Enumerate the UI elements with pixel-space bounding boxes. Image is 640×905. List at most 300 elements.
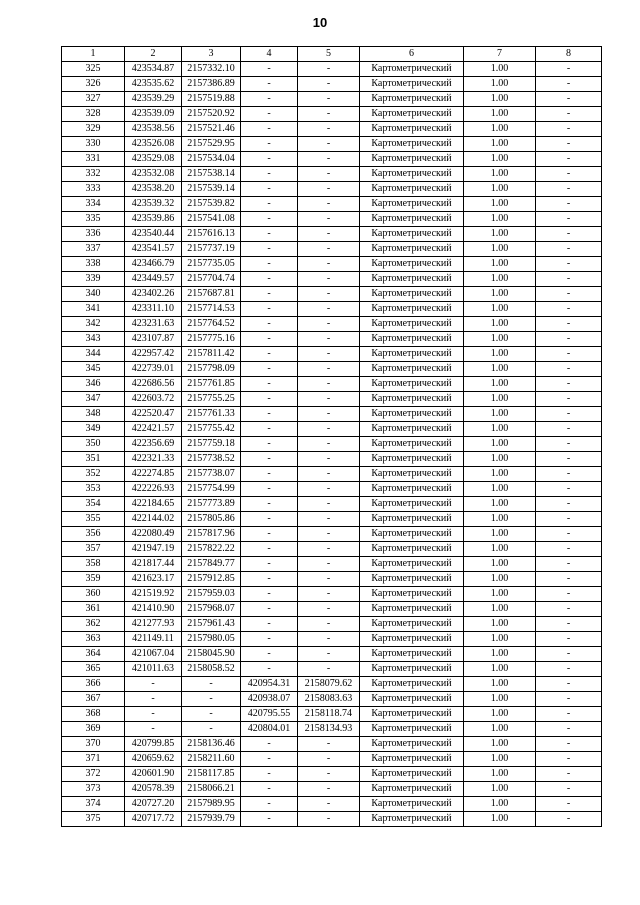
table-row — [62, 212, 602, 227]
method-cell: Картометрический — [360, 677, 464, 692]
description-cell: - — [536, 737, 602, 752]
x-coordinate-cell: 422184.65 — [125, 497, 182, 512]
description-cell: - — [536, 632, 602, 647]
description-cell: - — [536, 437, 602, 452]
y-coordinate-alt-cell: - — [298, 182, 360, 197]
table-row — [62, 347, 602, 362]
x-coordinate-cell: 423529.08 — [125, 152, 182, 167]
y-coordinate-cell: 2157822.22 — [182, 542, 241, 557]
x-coordinate-cell: 420717.72 — [125, 812, 182, 827]
table-row — [62, 467, 602, 482]
accuracy-cell: 1.00 — [464, 62, 536, 77]
y-coordinate-cell: 2157386.89 — [182, 77, 241, 92]
y-coordinate-cell: 2157805.86 — [182, 512, 241, 527]
accuracy-cell: 1.00 — [464, 347, 536, 362]
point-number-cell: 346 — [62, 377, 125, 392]
y-coordinate-cell: 2157521.46 — [182, 122, 241, 137]
y-coordinate-cell: 2157775.16 — [182, 332, 241, 347]
y-coordinate-alt-cell: - — [298, 737, 360, 752]
accuracy-cell: 1.00 — [464, 467, 536, 482]
point-number-cell: 334 — [62, 197, 125, 212]
y-coordinate-cell: - — [182, 677, 241, 692]
x-coordinate-cell: 422144.02 — [125, 512, 182, 527]
table-row — [62, 92, 602, 107]
x-coordinate-cell: 422957.42 — [125, 347, 182, 362]
table-row — [62, 512, 602, 527]
x-coordinate-alt-cell: - — [241, 797, 298, 812]
x-coordinate-alt-cell: - — [241, 767, 298, 782]
accuracy-cell: 1.00 — [464, 767, 536, 782]
accuracy-cell: 1.00 — [464, 212, 536, 227]
description-cell: - — [536, 362, 602, 377]
point-number-cell: 352 — [62, 467, 125, 482]
x-coordinate-cell: 421149.11 — [125, 632, 182, 647]
y-coordinate-cell: 2157959.03 — [182, 587, 241, 602]
description-cell: - — [536, 662, 602, 677]
point-number-cell: 351 — [62, 452, 125, 467]
description-cell: - — [536, 422, 602, 437]
accuracy-cell: 1.00 — [464, 377, 536, 392]
table-header-row — [62, 47, 602, 62]
column-header: 3 — [182, 47, 241, 62]
point-number-cell: 373 — [62, 782, 125, 797]
y-coordinate-alt-cell: - — [298, 512, 360, 527]
description-cell: - — [536, 677, 602, 692]
method-cell: Картометрический — [360, 767, 464, 782]
accuracy-cell: 1.00 — [464, 572, 536, 587]
accuracy-cell: 1.00 — [464, 137, 536, 152]
point-number-cell: 361 — [62, 602, 125, 617]
accuracy-cell: 1.00 — [464, 557, 536, 572]
x-coordinate-alt-cell: - — [241, 662, 298, 677]
description-cell: - — [536, 302, 602, 317]
accuracy-cell: 1.00 — [464, 332, 536, 347]
method-cell: Картометрический — [360, 302, 464, 317]
coordinates-table — [61, 46, 602, 827]
table-row — [62, 257, 602, 272]
accuracy-cell: 1.00 — [464, 482, 536, 497]
y-coordinate-alt-cell: - — [298, 377, 360, 392]
y-coordinate-alt-cell: - — [298, 227, 360, 242]
y-coordinate-cell: 2157616.13 — [182, 227, 241, 242]
x-coordinate-alt-cell: - — [241, 122, 298, 137]
x-coordinate-cell: 422739.01 — [125, 362, 182, 377]
table-row — [62, 77, 602, 92]
method-cell: Картометрический — [360, 272, 464, 287]
column-header: 5 — [298, 47, 360, 62]
y-coordinate-alt-cell: - — [298, 107, 360, 122]
y-coordinate-alt-cell: 2158134.93 — [298, 722, 360, 737]
accuracy-cell: 1.00 — [464, 152, 536, 167]
accuracy-cell: 1.00 — [464, 407, 536, 422]
x-coordinate-alt-cell: - — [241, 602, 298, 617]
table-row — [62, 572, 602, 587]
table-row — [62, 287, 602, 302]
y-coordinate-alt-cell: - — [298, 257, 360, 272]
point-number-cell: 359 — [62, 572, 125, 587]
column-header: 7 — [464, 47, 536, 62]
table-row — [62, 392, 602, 407]
y-coordinate-cell: 2157961.43 — [182, 617, 241, 632]
y-coordinate-cell: 2157755.42 — [182, 422, 241, 437]
point-number-cell: 348 — [62, 407, 125, 422]
x-coordinate-cell: 423539.29 — [125, 92, 182, 107]
accuracy-cell: 1.00 — [464, 242, 536, 257]
y-coordinate-alt-cell: - — [298, 527, 360, 542]
x-coordinate-cell: 421067.04 — [125, 647, 182, 662]
description-cell: - — [536, 542, 602, 557]
method-cell: Картометрический — [360, 752, 464, 767]
accuracy-cell: 1.00 — [464, 272, 536, 287]
point-number-cell: 370 — [62, 737, 125, 752]
method-cell: Картометрический — [360, 527, 464, 542]
x-coordinate-alt-cell: - — [241, 227, 298, 242]
y-coordinate-alt-cell: 2158079.62 — [298, 677, 360, 692]
table-row — [62, 167, 602, 182]
y-coordinate-cell: 2157849.77 — [182, 557, 241, 572]
x-coordinate-cell: 420659.62 — [125, 752, 182, 767]
y-coordinate-alt-cell: - — [298, 557, 360, 572]
x-coordinate-cell: 422080.49 — [125, 527, 182, 542]
description-cell: - — [536, 122, 602, 137]
table-row — [62, 197, 602, 212]
description-cell: - — [536, 467, 602, 482]
description-cell: - — [536, 107, 602, 122]
x-coordinate-cell: - — [125, 707, 182, 722]
table-row — [62, 482, 602, 497]
x-coordinate-alt-cell: - — [241, 242, 298, 257]
method-cell: Картометрический — [360, 227, 464, 242]
table-row — [62, 752, 602, 767]
point-number-cell: 372 — [62, 767, 125, 782]
accuracy-cell: 1.00 — [464, 122, 536, 137]
y-coordinate-alt-cell: - — [298, 647, 360, 662]
method-cell: Картометрический — [360, 212, 464, 227]
x-coordinate-alt-cell: 420938.07 — [241, 692, 298, 707]
method-cell: Картометрический — [360, 662, 464, 677]
y-coordinate-cell: 2157519.88 — [182, 92, 241, 107]
y-coordinate-cell: 2157912.85 — [182, 572, 241, 587]
x-coordinate-alt-cell: - — [241, 572, 298, 587]
accuracy-cell: 1.00 — [464, 107, 536, 122]
description-cell: - — [536, 242, 602, 257]
y-coordinate-alt-cell: - — [298, 542, 360, 557]
table-row — [62, 617, 602, 632]
accuracy-cell: 1.00 — [464, 602, 536, 617]
method-cell: Картометрический — [360, 692, 464, 707]
table-row — [62, 632, 602, 647]
y-coordinate-alt-cell: 2158083.63 — [298, 692, 360, 707]
point-number-cell: 333 — [62, 182, 125, 197]
description-cell: - — [536, 167, 602, 182]
x-coordinate-cell: - — [125, 677, 182, 692]
description-cell: - — [536, 572, 602, 587]
y-coordinate-alt-cell: - — [298, 452, 360, 467]
point-number-cell: 338 — [62, 257, 125, 272]
point-number-cell: 353 — [62, 482, 125, 497]
y-coordinate-cell: 2158066.21 — [182, 782, 241, 797]
y-coordinate-cell: 2157798.09 — [182, 362, 241, 377]
x-coordinate-cell: 421277.93 — [125, 617, 182, 632]
point-number-cell: 349 — [62, 422, 125, 437]
x-coordinate-alt-cell: - — [241, 452, 298, 467]
x-coordinate-cell: 423402.26 — [125, 287, 182, 302]
point-number-cell: 340 — [62, 287, 125, 302]
method-cell: Картометрический — [360, 152, 464, 167]
y-coordinate-cell: 2157332.10 — [182, 62, 241, 77]
y-coordinate-alt-cell: - — [298, 422, 360, 437]
x-coordinate-cell: 423539.86 — [125, 212, 182, 227]
table-row — [62, 107, 602, 122]
x-coordinate-alt-cell: - — [241, 812, 298, 827]
y-coordinate-alt-cell: - — [298, 152, 360, 167]
y-coordinate-alt-cell: - — [298, 317, 360, 332]
accuracy-cell: 1.00 — [464, 527, 536, 542]
y-coordinate-cell: - — [182, 722, 241, 737]
point-number-cell: 365 — [62, 662, 125, 677]
description-cell: - — [536, 752, 602, 767]
y-coordinate-cell: 2157704.74 — [182, 272, 241, 287]
description-cell: - — [536, 602, 602, 617]
method-cell: Картометрический — [360, 62, 464, 77]
description-cell: - — [536, 77, 602, 92]
y-coordinate-cell: 2157968.07 — [182, 602, 241, 617]
y-coordinate-cell: 2157989.95 — [182, 797, 241, 812]
accuracy-cell: 1.00 — [464, 677, 536, 692]
x-coordinate-alt-cell: - — [241, 752, 298, 767]
x-coordinate-cell: 423231.63 — [125, 317, 182, 332]
table-row — [62, 707, 602, 722]
method-cell: Картометрический — [360, 452, 464, 467]
accuracy-cell: 1.00 — [464, 182, 536, 197]
description-cell: - — [536, 497, 602, 512]
x-coordinate-cell: 420799.85 — [125, 737, 182, 752]
method-cell: Картометрический — [360, 812, 464, 827]
point-number-cell: 326 — [62, 77, 125, 92]
table-body — [62, 62, 602, 827]
x-coordinate-cell: - — [125, 722, 182, 737]
y-coordinate-alt-cell: - — [298, 407, 360, 422]
x-coordinate-alt-cell: - — [241, 437, 298, 452]
x-coordinate-alt-cell: - — [241, 302, 298, 317]
table-row — [62, 242, 602, 257]
point-number-cell: 356 — [62, 527, 125, 542]
x-coordinate-alt-cell: - — [241, 347, 298, 362]
y-coordinate-alt-cell: - — [298, 812, 360, 827]
y-coordinate-alt-cell: - — [298, 332, 360, 347]
method-cell: Картометрический — [360, 617, 464, 632]
y-coordinate-alt-cell: - — [298, 242, 360, 257]
method-cell: Картометрический — [360, 137, 464, 152]
x-coordinate-cell: 421623.17 — [125, 572, 182, 587]
table-row — [62, 722, 602, 737]
x-coordinate-cell: 422603.72 — [125, 392, 182, 407]
point-number-cell: 374 — [62, 797, 125, 812]
description-cell: - — [536, 722, 602, 737]
y-coordinate-alt-cell: - — [298, 212, 360, 227]
description-cell: - — [536, 767, 602, 782]
y-coordinate-cell: 2157539.82 — [182, 197, 241, 212]
point-number-cell: 362 — [62, 617, 125, 632]
description-cell: - — [536, 452, 602, 467]
x-coordinate-alt-cell: - — [241, 107, 298, 122]
x-coordinate-cell: 422421.57 — [125, 422, 182, 437]
table-row — [62, 602, 602, 617]
table-row — [62, 587, 602, 602]
description-cell: - — [536, 137, 602, 152]
y-coordinate-cell: 2157764.52 — [182, 317, 241, 332]
description-cell: - — [536, 62, 602, 77]
accuracy-cell: 1.00 — [464, 227, 536, 242]
point-number-cell: 329 — [62, 122, 125, 137]
method-cell: Картометрический — [360, 407, 464, 422]
y-coordinate-cell: 2158136.46 — [182, 737, 241, 752]
accuracy-cell: 1.00 — [464, 167, 536, 182]
y-coordinate-cell: 2157754.99 — [182, 482, 241, 497]
point-number-cell: 354 — [62, 497, 125, 512]
x-coordinate-alt-cell: - — [241, 542, 298, 557]
point-number-cell: 371 — [62, 752, 125, 767]
description-cell: - — [536, 152, 602, 167]
x-coordinate-cell: 421519.92 — [125, 587, 182, 602]
accuracy-cell: 1.00 — [464, 617, 536, 632]
table-row — [62, 677, 602, 692]
description-cell: - — [536, 527, 602, 542]
method-cell: Картометрический — [360, 392, 464, 407]
y-coordinate-cell: 2157534.04 — [182, 152, 241, 167]
x-coordinate-alt-cell: - — [241, 512, 298, 527]
x-coordinate-cell: 423449.57 — [125, 272, 182, 287]
accuracy-cell: 1.00 — [464, 737, 536, 752]
x-coordinate-alt-cell: - — [241, 377, 298, 392]
method-cell: Картометрический — [360, 722, 464, 737]
description-cell: - — [536, 212, 602, 227]
column-header: 2 — [125, 47, 182, 62]
point-number-cell: 364 — [62, 647, 125, 662]
point-number-cell: 337 — [62, 242, 125, 257]
x-coordinate-cell: 423538.56 — [125, 122, 182, 137]
x-coordinate-alt-cell: - — [241, 392, 298, 407]
y-coordinate-alt-cell: - — [298, 497, 360, 512]
x-coordinate-cell: 421817.44 — [125, 557, 182, 572]
y-coordinate-cell: 2157939.79 — [182, 812, 241, 827]
accuracy-cell: 1.00 — [464, 692, 536, 707]
x-coordinate-cell: 423526.08 — [125, 137, 182, 152]
table-row — [62, 782, 602, 797]
column-header: 8 — [536, 47, 602, 62]
accuracy-cell: 1.00 — [464, 197, 536, 212]
x-coordinate-alt-cell: 420795.55 — [241, 707, 298, 722]
table-row — [62, 377, 602, 392]
y-coordinate-cell: 2157759.18 — [182, 437, 241, 452]
point-number-cell: 332 — [62, 167, 125, 182]
table-row — [62, 422, 602, 437]
point-number-cell: 342 — [62, 317, 125, 332]
method-cell: Картометрический — [360, 332, 464, 347]
x-coordinate-alt-cell: - — [241, 467, 298, 482]
y-coordinate-alt-cell: - — [298, 617, 360, 632]
table-row — [62, 62, 602, 77]
method-cell: Картометрический — [360, 122, 464, 137]
y-coordinate-alt-cell: - — [298, 77, 360, 92]
y-coordinate-alt-cell: - — [298, 587, 360, 602]
method-cell: Картометрический — [360, 512, 464, 527]
x-coordinate-alt-cell: - — [241, 422, 298, 437]
x-coordinate-alt-cell: - — [241, 167, 298, 182]
x-coordinate-alt-cell: - — [241, 272, 298, 287]
table-row — [62, 437, 602, 452]
description-cell: - — [536, 287, 602, 302]
point-number-cell: 360 — [62, 587, 125, 602]
x-coordinate-cell: 422356.69 — [125, 437, 182, 452]
y-coordinate-cell: 2157735.05 — [182, 257, 241, 272]
point-number-cell: 330 — [62, 137, 125, 152]
x-coordinate-alt-cell: - — [241, 647, 298, 662]
point-number-cell: 355 — [62, 512, 125, 527]
x-coordinate-cell: 423466.79 — [125, 257, 182, 272]
method-cell: Картометрический — [360, 242, 464, 257]
y-coordinate-alt-cell: - — [298, 797, 360, 812]
y-coordinate-cell: 2157811.42 — [182, 347, 241, 362]
table-row — [62, 527, 602, 542]
point-number-cell: 335 — [62, 212, 125, 227]
y-coordinate-cell: 2158211.60 — [182, 752, 241, 767]
x-coordinate-alt-cell: 420804.01 — [241, 722, 298, 737]
table-row — [62, 647, 602, 662]
x-coordinate-alt-cell: 420954.31 — [241, 677, 298, 692]
y-coordinate-alt-cell: - — [298, 122, 360, 137]
table-row — [62, 737, 602, 752]
y-coordinate-alt-cell: - — [298, 347, 360, 362]
x-coordinate-cell: 423538.20 — [125, 182, 182, 197]
y-coordinate-cell: 2157817.96 — [182, 527, 241, 542]
table-row — [62, 227, 602, 242]
accuracy-cell: 1.00 — [464, 752, 536, 767]
point-number-cell: 327 — [62, 92, 125, 107]
y-coordinate-alt-cell: - — [298, 272, 360, 287]
column-header: 4 — [241, 47, 298, 62]
x-coordinate-cell: 421947.19 — [125, 542, 182, 557]
description-cell: - — [536, 782, 602, 797]
description-cell: - — [536, 227, 602, 242]
x-coordinate-alt-cell: - — [241, 617, 298, 632]
table-row — [62, 302, 602, 317]
point-number-cell: 375 — [62, 812, 125, 827]
accuracy-cell: 1.00 — [464, 647, 536, 662]
description-cell: - — [536, 557, 602, 572]
method-cell: Картометрический — [360, 257, 464, 272]
point-number-cell: 347 — [62, 392, 125, 407]
method-cell: Картометрический — [360, 482, 464, 497]
y-coordinate-alt-cell: - — [298, 362, 360, 377]
y-coordinate-cell: 2157529.95 — [182, 137, 241, 152]
y-coordinate-alt-cell: - — [298, 602, 360, 617]
accuracy-cell: 1.00 — [464, 587, 536, 602]
method-cell: Картометрический — [360, 197, 464, 212]
method-cell: Картометрический — [360, 107, 464, 122]
table-row — [62, 272, 602, 287]
table-row — [62, 557, 602, 572]
y-coordinate-cell: 2157539.14 — [182, 182, 241, 197]
page-number: 10 — [312, 15, 328, 30]
x-coordinate-alt-cell: - — [241, 497, 298, 512]
method-cell: Картометрический — [360, 602, 464, 617]
accuracy-cell: 1.00 — [464, 632, 536, 647]
method-cell: Картометрический — [360, 422, 464, 437]
method-cell: Картометрический — [360, 737, 464, 752]
method-cell: Картометрический — [360, 707, 464, 722]
table-row — [62, 332, 602, 347]
